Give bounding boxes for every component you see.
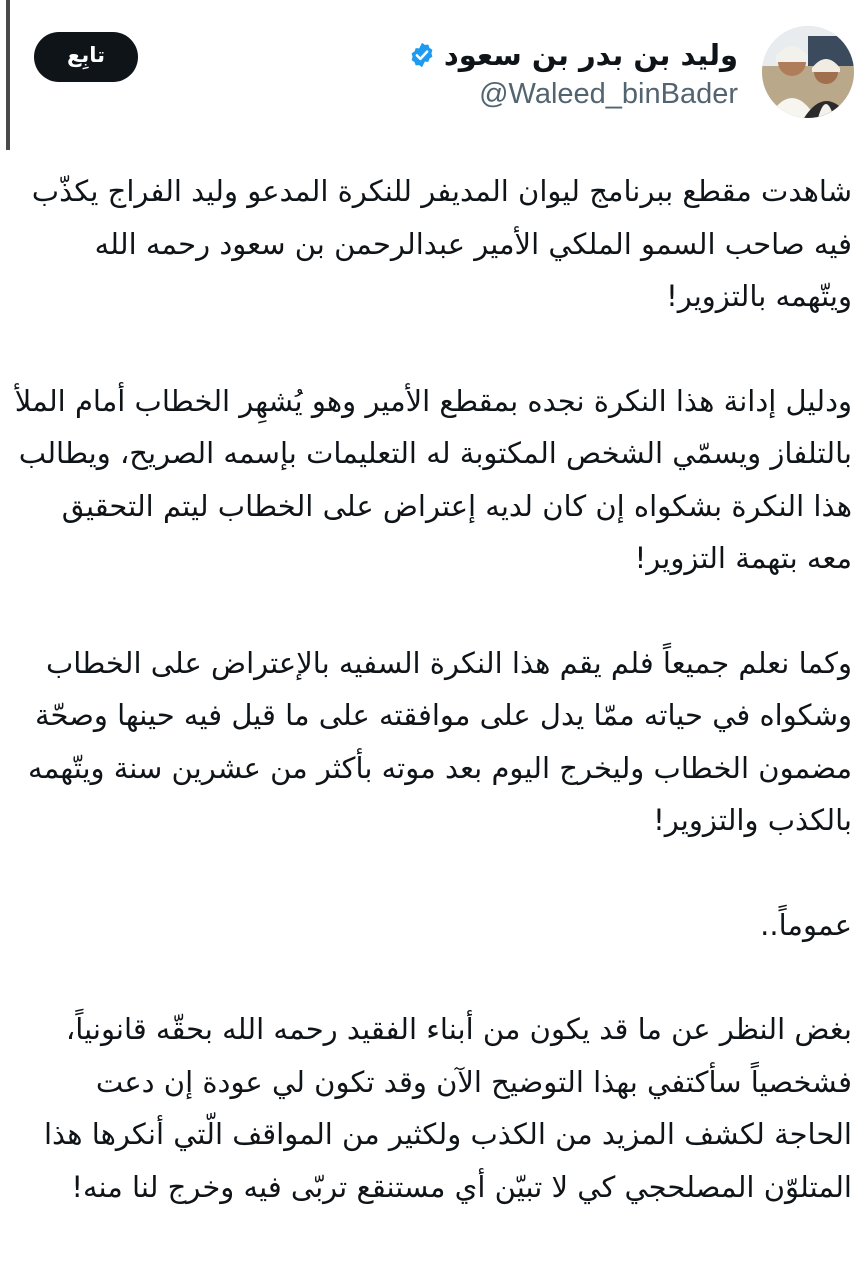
display-name[interactable]: وليد بن بدر بن سعود — [443, 38, 738, 72]
tweet-text — [12, 165, 852, 1265]
name-row — [408, 36, 738, 74]
tweet-header — [20, 24, 854, 124]
thread-line — [6, 0, 10, 150]
avatar[interactable] — [762, 26, 854, 118]
follow-button[interactable]: تابِع — [34, 32, 138, 82]
tweet-paragraph: بغض النظر عن ما قد يكون من أبناء الفقيد رحمه الله بحقّه قانونياً، فشخصياً سأكتفي بهذا التوضيح الآن وقد تكون لي عودة إن دعت الحاجة لكشف المزيد من الكذب ولكثير من المواقف الّتي أنكرها هذا المتلوّن المصلحجي كي لا تبيّن أي مستنقع تربّى فيه وخرج لنا منه! — [43, 1012, 852, 1204]
profile-photo — [762, 26, 854, 118]
verified-badge-icon — [408, 41, 436, 69]
author-identity — [408, 36, 738, 111]
tweet-paragraph: ودليل إدانة هذا النكرة نجده بمقطع الأمير وهو يُشهِر الخطاب أمام الملأ بالتلفاز ويسمّي الشخص المكتوبة له التعليمات بإسمه الصريح، ويطالب هذا النكرة بشكواه إن كان لديه إعتراض على الخطاب ليتم التحقيق معه بتهمة التزوير! — [14, 383, 852, 575]
user-handle[interactable]: @Waleed_binBader — [479, 78, 738, 110]
tweet-paragraph: وكما نعلم جميعاً فلم يقم هذا النكرة السفيه بالإعتراض على الخطاب وشكواه في حياته ممّا يدل على موافقته على ما قيل فيه حينها وصحّة مضمون الخطاب وليخرج اليوم بعد موته بأكثر من عشرين سنة ويتّهمه بالكذب والتزوير! — [28, 645, 852, 837]
tweet-paragraph: عموماً.. — [760, 907, 852, 942]
tweet-paragraph: شاهدت مقطع ببرنامج ليوان المديفر للنكرة المدعو وليد الفراج يكذّب فيه صاحب السمو الملكي الأمير عبدالرحمن بن سعود رحمه الله ويتّهمه بالتزوير! — [31, 174, 852, 313]
